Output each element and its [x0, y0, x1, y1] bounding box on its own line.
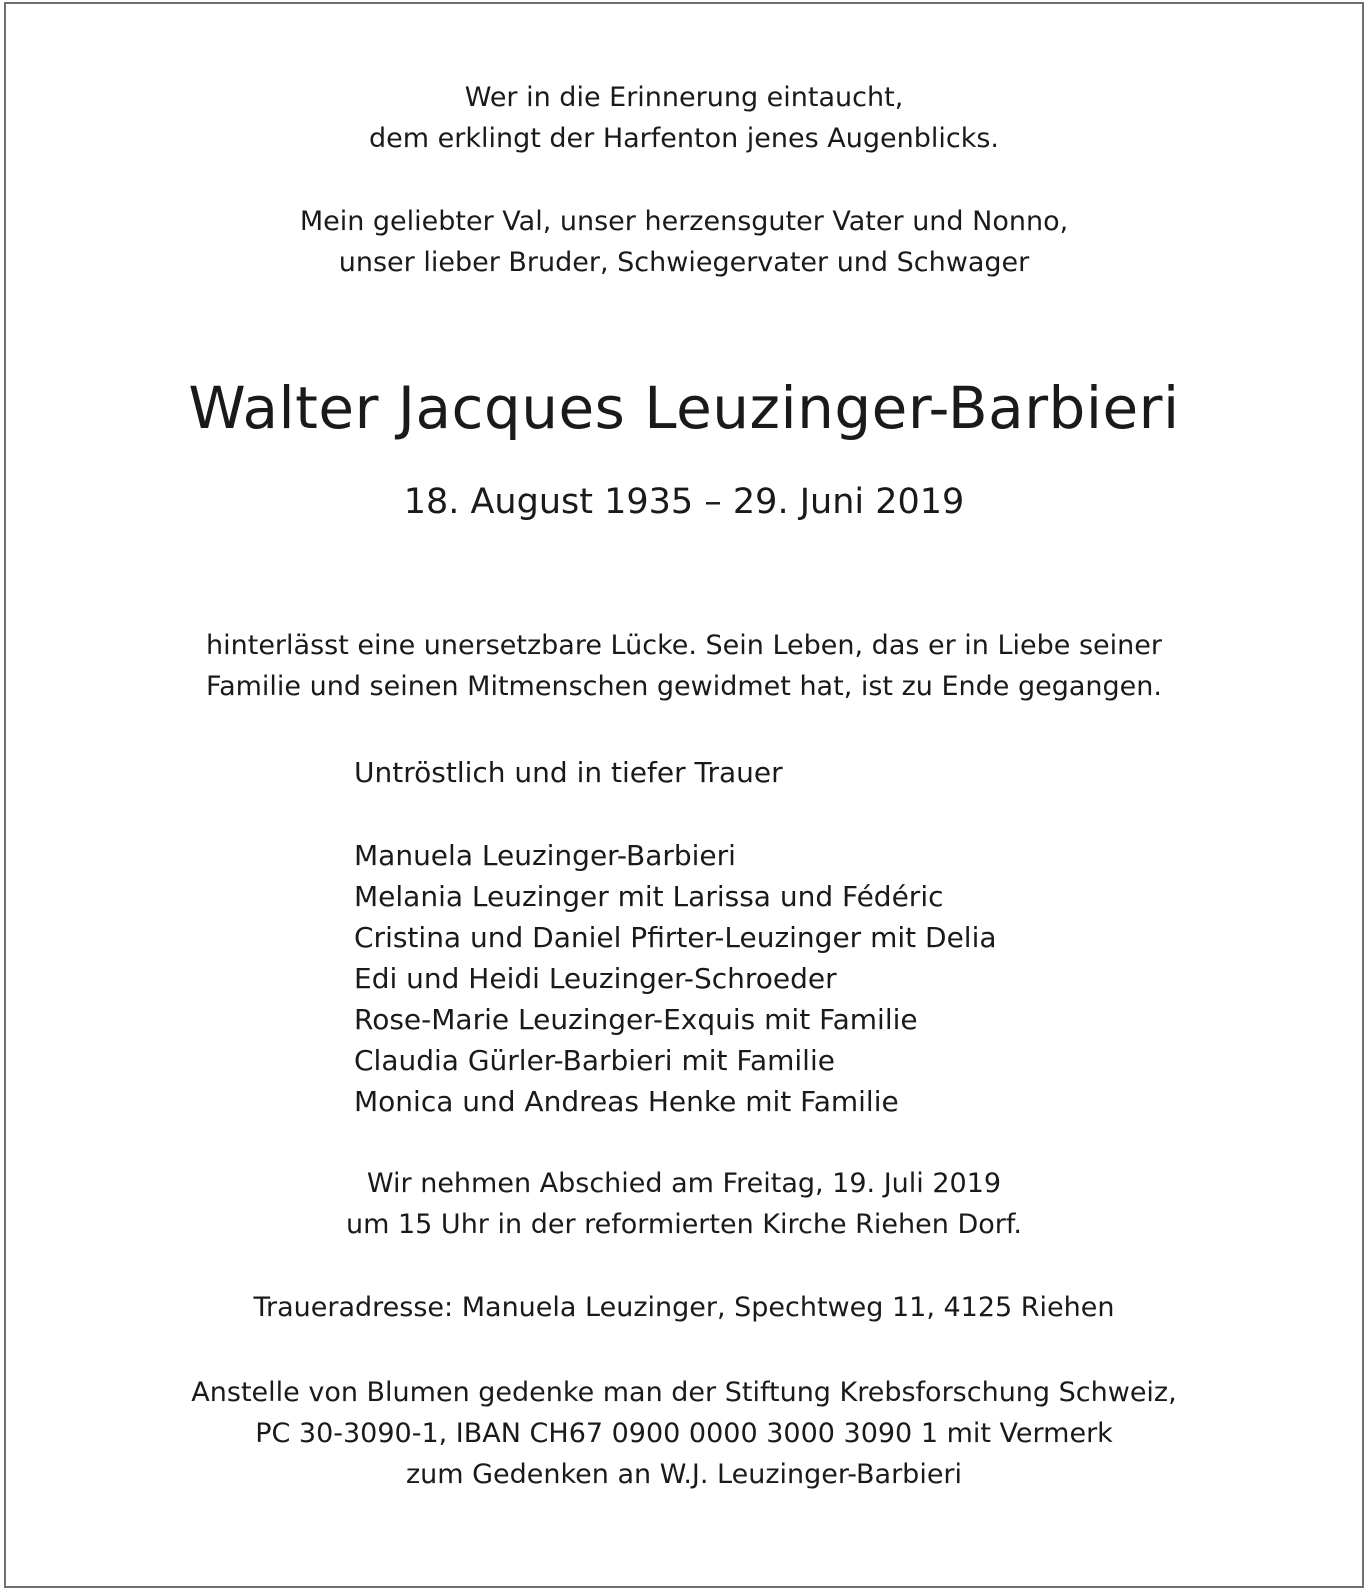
donation-line-2: PC 30-3090-1, IBAN CH67 0900 0000 3000 3090 1 mit Vermerk — [255, 1418, 1113, 1449]
donation-line-1: Anstelle von Blumen gedenke man der Stiftung Krebsforschung Schweiz, — [191, 1377, 1177, 1408]
mourner-3: Cristina und Daniel Pfirter-Leuzinger mit Delia — [354, 921, 997, 954]
mourner-2: Melania Leuzinger mit Larissa und Fédéric — [354, 880, 944, 913]
mourner-1: Manuela Leuzinger-Barbieri — [354, 839, 736, 872]
farewell-line-2: um 15 Uhr in der reformierten Kirche Riehen Dorf. — [346, 1209, 1022, 1240]
mourner-7: Monica und Andreas Henke mit Familie — [354, 1085, 899, 1118]
mourning-address: Traueradresse: Manuela Leuzinger, Spechtweg 11, 4125 Riehen — [253, 1292, 1115, 1323]
mourner-4: Edi und Heidi Leuzinger-Schroeder — [354, 962, 837, 995]
verse-line-1: Wer in die Erinnerung eintaucht, — [464, 82, 904, 113]
message-line-2: Familie und seinen Mitmenschen gewidmet hat, ist zu Ende gegangen. — [206, 671, 1162, 702]
message-line-1: hinterlässt eine unersetzbare Lücke. Sein Leben, das er in Liebe seiner — [206, 630, 1162, 661]
obituary-frame — [4, 2, 1364, 1588]
life-dates: 18. August 1935 – 29. Juni 2019 — [403, 482, 965, 522]
farewell-line-1: Wir nehmen Abschied am Freitag, 19. Juli 2019 — [366, 1168, 1002, 1199]
intro-line-1: Mein geliebter Val, unser herzensguter Vater und Nonno, — [299, 206, 1069, 237]
mourning-heading: Untröstlich und in tiefer Trauer — [354, 756, 783, 789]
verse-line-2: dem erklingt der Harfenton jenes Augenblicks. — [368, 123, 1000, 154]
intro-line-2: unser lieber Bruder, Schwiegervater und Schwager — [338, 247, 1030, 278]
donation-line-3: zum Gedenken an W.J. Leuzinger-Barbieri — [405, 1459, 963, 1490]
obituary-notice — [6, 4, 1362, 1586]
deceased-name: Walter Jacques Leuzinger-Barbieri — [188, 374, 1180, 442]
mourner-5: Rose-Marie Leuzinger-Exquis mit Familie — [354, 1003, 918, 1036]
mourner-6: Claudia Gürler-Barbieri mit Familie — [354, 1044, 835, 1077]
